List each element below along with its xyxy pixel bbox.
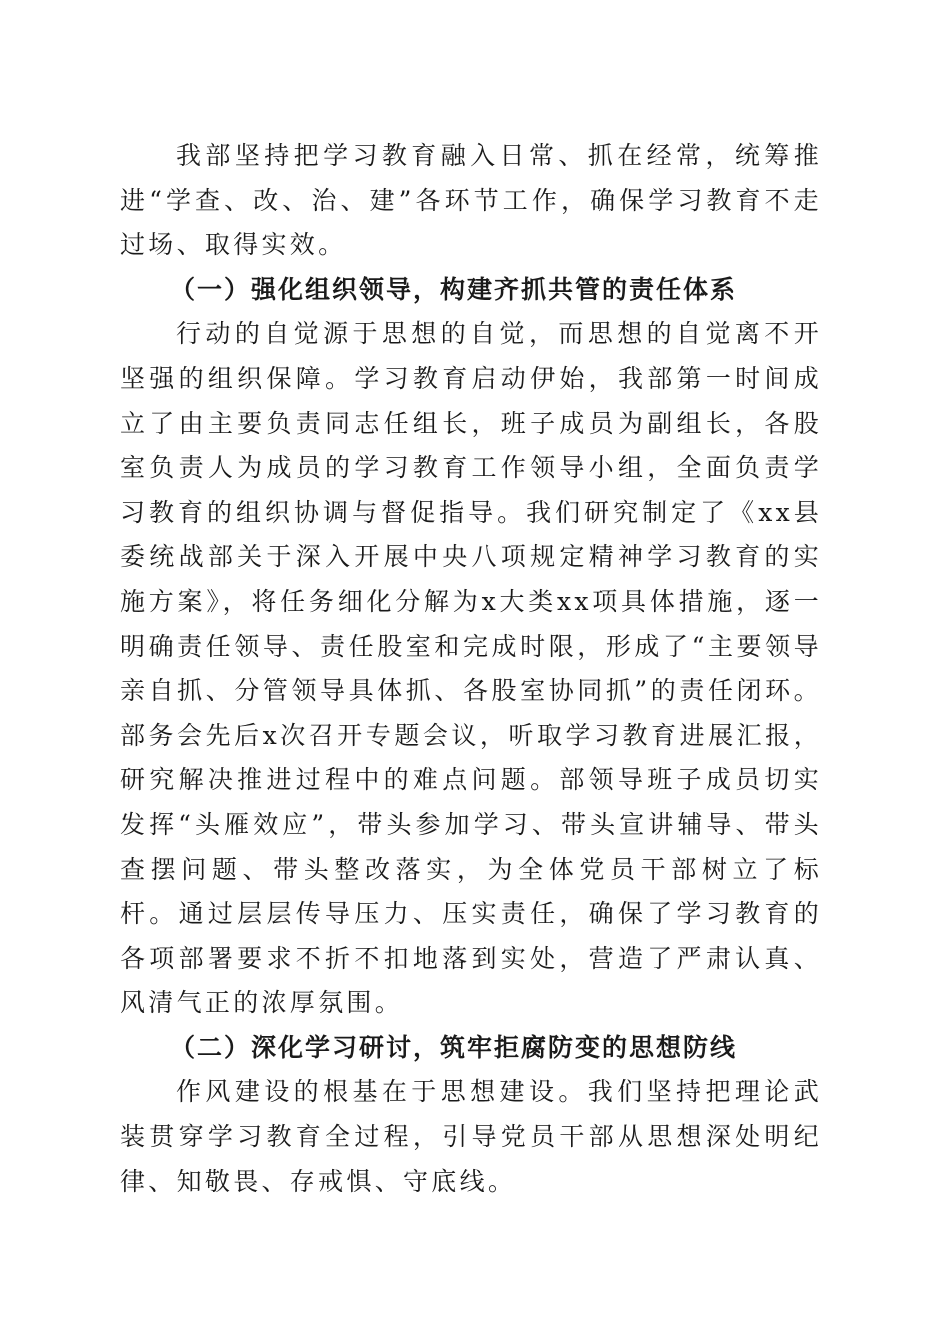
- section-1-heading: （一）强化组织领导，构建齐抓共管的责任体系: [170, 274, 738, 304]
- intro-paragraph: 我部坚持把学习教育融入日常、抓在经常，统筹推进“学查、改、治、建”各环节工作，确保学习教育不走过场、取得实效。: [120, 141, 822, 260]
- section-2-heading: （二）深化学习研讨，筑牢拒腐防变的思想防线: [170, 1032, 738, 1062]
- section-1-paragraph: 行动的自觉源于思想的自觉，而思想的自觉离不开坚强的组织保障。学习教育启动伊始，我部第一时间成立了由主要负责同志任组长，班子成员为副组长，各股室负责人为成员的学习教育工作领导小组，全面负责学习教育的组织协调与督促指导。我们研究制定了《xx县委统战部关于深入开展中央八项规定精神学习教育的实施方案》，将任务细化分解为x大类xx项具体措施，逐一明确责任领导、责任股室和完成时限，形成了“主要领导亲自抓、分管领导具体抓、各股室协同抓”的责任闭环。部务会先后x次召开专题会议，听取学习教育进展汇报，研究解决推进过程中的难点问题。部领导班子成员切实发挥“头雁效应”，带头参加学习、带头宣讲辅导、带头查摆问题、带头整改落实，为全体党员干部树立了标杆。通过层层传导压力、压实责任，确保了学习教育的各项部署要求不折不扣地落到实处，营造了严肃认真、风清气正的浓厚氛围。: [120, 319, 822, 1018]
- section-2-paragraph: 作风建设的根基在于思想建设。我们坚持把理论武装贯穿学习教育全过程，引导党员干部从思想深处明纪律、知敬畏、存戒惧、守底线。: [120, 1077, 822, 1196]
